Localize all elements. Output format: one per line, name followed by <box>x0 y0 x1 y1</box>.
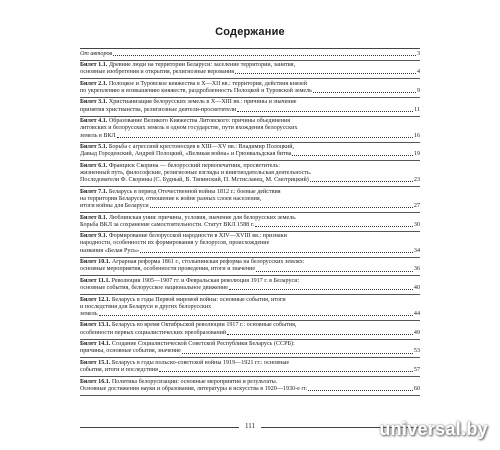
toc-entry-line <box>80 133 420 140</box>
toc-entry <box>80 258 420 277</box>
toc-page-number: 53 <box>413 348 420 355</box>
toc-page-number: 30 <box>413 221 420 228</box>
toc-entry-title: Беларусь во время Октябрьской революции 1917 г.: основные события, <box>111 322 297 329</box>
ticket-number: Билет 16.1. <box>80 378 111 385</box>
dot-leader <box>256 271 413 272</box>
toc-entry-title: Беларусь в годы польско-советской войны 1919—1921 гг.: основные <box>111 359 290 366</box>
toc-entry-title: основные события, белорусское национальное движение <box>80 285 228 292</box>
toc-entry-text <box>80 330 226 337</box>
toc-entry-text <box>80 240 269 247</box>
dot-leader <box>182 353 413 354</box>
toc-page-number: 9 <box>416 87 420 94</box>
toc-page-number: 16 <box>413 132 420 139</box>
toc-entry-text <box>80 151 291 158</box>
ticket-number: Билет 4.1. <box>80 118 108 125</box>
toc-entry-line <box>80 163 420 170</box>
toc-entry-title: От авторов <box>80 50 113 57</box>
dot-leader <box>313 92 416 93</box>
toc-entry-line <box>80 151 420 158</box>
toc-entry-text <box>80 304 211 311</box>
toc-entry-text <box>80 133 116 140</box>
toc-entry-line <box>80 386 420 393</box>
toc-entry-title: Борьба с агрессией крестоносцев в XIII—XV вв.: Владимир Полоцкий, <box>108 144 295 151</box>
toc-entry-line <box>80 367 420 374</box>
toc-entry-line <box>80 297 420 304</box>
toc-entry-title: основные мероприятия, особенности проведения, итоги и значение <box>80 266 256 273</box>
toc-entry-text <box>80 285 228 292</box>
toc-entry-title: народности, особенности их формирования у белорусов, происхождение <box>80 240 270 247</box>
dot-leader <box>308 390 413 391</box>
ticket-number: Билет 5.1. <box>80 144 108 151</box>
toc-entry-text <box>80 348 181 355</box>
toc-entry-line <box>80 177 420 184</box>
toc-entry-title: жизненный путь, философские, религиозные взгляды и книгоиздательская деятельность. <box>80 169 312 176</box>
toc-entry-title: Полоцкое и Туровское княжества в X—XII вв.: территория, действия князей <box>108 80 308 87</box>
toc-entry-line <box>80 304 420 311</box>
ticket-number: Билет 9.1. <box>80 233 108 240</box>
toc-entry-line <box>80 81 420 88</box>
ticket-number: Билет 7.1. <box>80 188 108 195</box>
toc-entry-title: Христианизация белорусских земель в X—XIII вв.: причины и значение <box>108 99 297 106</box>
toc-entry-title: Формирование белорусской народности в XIV—XVIII вв.: признаки <box>108 233 287 240</box>
toc-entry-title: Аграрная реформа 1861 г., столыпинская реформа на белорусских землях: <box>111 259 305 266</box>
toc-entry-title: Древние люди на территории Беларуси: заселение территории, занятия, <box>108 62 296 68</box>
toc-entry-title: Беларусь в годы Первой мировой войны: основные события, итоги <box>111 296 286 303</box>
toc-entry-title: причины, основные события, значение <box>80 348 181 355</box>
toc-entry-line <box>80 348 420 355</box>
toc-entry <box>80 161 420 187</box>
toc-entry-line <box>80 222 420 229</box>
toc-entry-title: Борьба ВКЛ за сохранение самостоятельности. Статут ВКЛ 1588 г. <box>80 221 255 228</box>
toc-entry-text <box>80 51 112 58</box>
toc-entry <box>80 276 420 295</box>
toc-page-number: 49 <box>413 329 420 336</box>
toc-entry-line <box>80 285 420 292</box>
toc-entry-text <box>80 88 312 95</box>
toc-entry-text <box>80 222 254 229</box>
toc-entry-text <box>80 81 307 88</box>
toc-page-number: 60 <box>413 385 420 392</box>
dot-leader <box>159 371 413 372</box>
toc-entry-title: события, итоги и последствия <box>80 367 158 374</box>
toc-entry-text <box>80 69 234 76</box>
toc-entry-line <box>80 266 420 273</box>
watermark: universal.by <box>379 419 488 439</box>
toc-entry-text <box>80 248 139 255</box>
ticket-number: Билет 12.1. <box>80 296 111 303</box>
toc-entry-text <box>80 189 281 196</box>
toc-entry-title: итоги войны для Беларуси <box>80 203 149 210</box>
toc-entry-title: земель в ВКЛ <box>80 132 116 139</box>
toc-entry <box>80 79 420 98</box>
toc-entry-title: Франциск Скорина — белорусский первопечатник, просветитель: <box>108 162 280 169</box>
toc-entry <box>80 232 420 258</box>
toc-entry-line <box>80 125 420 132</box>
toc-entry-text <box>80 203 149 210</box>
toc-entry-title: Политика белорусизации: основные мероприятия и результаты. <box>111 378 278 385</box>
toc-page-number: 23 <box>413 177 420 184</box>
dot-leader <box>235 73 416 74</box>
toc-page-number: 34 <box>413 247 420 254</box>
toc-entry-title: Создание Социалистической Советской Республики Беларусь (ССРБ): <box>111 341 295 348</box>
toc-entry-title: принятия христианства, религиозные деятели-просветители <box>80 106 237 113</box>
ticket-number: Билет 6.1. <box>80 162 108 169</box>
toc-entry-line <box>80 240 420 247</box>
toc-entry <box>80 213 420 232</box>
ticket-number: Билет 1.1. <box>80 62 108 68</box>
toc-entry-line <box>80 322 420 329</box>
dot-leader <box>99 315 413 316</box>
dot-leader <box>255 226 413 227</box>
toc-entry <box>80 377 420 396</box>
dot-leader <box>140 252 413 253</box>
toc-page-number: 36 <box>413 266 420 273</box>
dot-leader <box>292 155 413 156</box>
toc-entry-title: названия «Белая Русь» <box>80 247 140 254</box>
toc-entry-text <box>80 99 297 106</box>
table-of-contents <box>80 49 420 396</box>
ticket-number: Билет 11.1. <box>80 277 111 284</box>
toc-page-number: 19 <box>413 151 420 158</box>
toc-entry-text <box>80 107 236 114</box>
toc-entry-line <box>80 189 420 196</box>
toc-entry-line <box>80 248 420 255</box>
toc-entry-line <box>80 107 420 114</box>
toc-entry-text <box>80 360 289 367</box>
toc-entry-text <box>80 215 297 222</box>
toc-entry-line <box>80 330 420 337</box>
toc-entry-line <box>80 99 420 106</box>
toc-entry-text <box>80 177 309 184</box>
toc-entry-title: Образование Великого Княжества Литовского: причины объединения <box>108 118 291 125</box>
toc-entry-line <box>80 311 420 318</box>
toc-entry-title: на территории Беларуси, отношение к войне разных слоев населения, <box>80 195 262 202</box>
toc-entry-title: Революция 1905—1907 гг. и Февральская революция 1917 г. в Беларуси: <box>111 277 300 284</box>
ticket-number: Билет 15.1. <box>80 359 111 366</box>
toc-entry-text <box>80 297 286 304</box>
toc-entry-title: по укреплению и возвышению княжеств, раздробленность Полоцкой и Туровской земель <box>80 87 312 94</box>
toc-page-number: 57 <box>413 367 420 374</box>
toc-entry <box>80 358 420 377</box>
toc-entry <box>80 49 420 61</box>
page-number: 111 <box>80 422 420 430</box>
toc-entry-title: Последователи Ф. Скорины (С. Будный, В. Тяпинский, П. Мстиславец, М. Смотрицкий) <box>80 177 309 184</box>
toc-entry <box>80 117 420 143</box>
toc-page-number: 40 <box>413 285 420 292</box>
dot-leader <box>237 111 413 112</box>
toc-entry-title: земель <box>80 310 98 317</box>
toc-entry-title: Люблинская уния: причины, условия, значение для белорусских земель. <box>108 214 297 221</box>
toc-entry <box>80 61 420 80</box>
toc-entry-text <box>80 278 299 285</box>
toc-page-number: 11 <box>414 106 420 113</box>
ticket-number: Билет 8.1. <box>80 214 108 221</box>
toc-entry-line <box>80 196 420 203</box>
dot-leader <box>113 55 416 56</box>
dot-leader <box>310 181 413 182</box>
toc-page-number: 27 <box>413 203 420 210</box>
toc-entry-title: основные изобретения и открытия, религиозные верования <box>80 69 235 76</box>
dot-leader <box>117 137 413 138</box>
toc-entry-line <box>80 360 420 367</box>
toc-entry <box>80 187 420 213</box>
toc-entry-line <box>80 203 420 210</box>
ticket-number: Билет 13.1. <box>80 322 111 329</box>
ticket-number: Билет 2.1. <box>80 80 108 87</box>
toc-entry <box>80 340 420 359</box>
toc-entry-text <box>80 266 255 273</box>
toc-entry-line <box>80 278 420 285</box>
toc-entry-text <box>80 379 277 386</box>
toc-entry <box>80 143 420 162</box>
toc-entry-line <box>80 69 420 76</box>
toc-entry-text <box>80 386 307 393</box>
toc-entry-line <box>80 88 420 95</box>
toc-entry-text <box>80 322 296 329</box>
toc-entry-line <box>80 215 420 222</box>
toc-entry-text <box>80 196 261 203</box>
dot-leader <box>229 289 413 290</box>
toc-entry-text <box>80 125 297 132</box>
toc-entry-text <box>80 163 280 170</box>
toc-page-number: 4 <box>416 69 420 76</box>
toc-entry-title: Давыд Городенский, Андрей Полоцкий, «Великая война» и Грюнвальдская битва <box>80 151 292 158</box>
toc-entry-title: Беларусь в период Отечественной войны 1812 г.: боевые действия <box>108 188 281 195</box>
toc-page-number: 44 <box>413 310 420 317</box>
dot-leader <box>150 207 413 208</box>
ticket-number: Билет 10.1. <box>80 259 111 266</box>
toc-entry-text <box>80 311 98 318</box>
toc-entry-title: особенности первых социалистических преобразований <box>80 329 227 336</box>
dot-leader <box>227 334 413 335</box>
page-title: Содержание <box>215 26 285 38</box>
toc-entry-text <box>80 367 158 374</box>
toc-entry-line <box>80 379 420 386</box>
toc-entry-line <box>80 51 420 58</box>
toc-entry-title: и последствия для Беларуси и других белорусских <box>80 303 212 310</box>
toc-entry <box>80 98 420 117</box>
toc-entry <box>80 295 420 321</box>
toc-page-number: 3 <box>416 50 420 57</box>
toc-entry-title: Основные достижения науки и образования, литературы и искусства в 1920—1930-е гг. <box>80 385 308 392</box>
toc-entry-title: литовских и белорусских земель в одном государстве, пути вхождения белорусских <box>80 125 298 132</box>
ticket-number: Билет 3.1. <box>80 99 108 106</box>
ticket-number: Билет 14.1. <box>80 341 111 348</box>
toc-entry <box>80 321 420 340</box>
document-page <box>80 16 420 442</box>
